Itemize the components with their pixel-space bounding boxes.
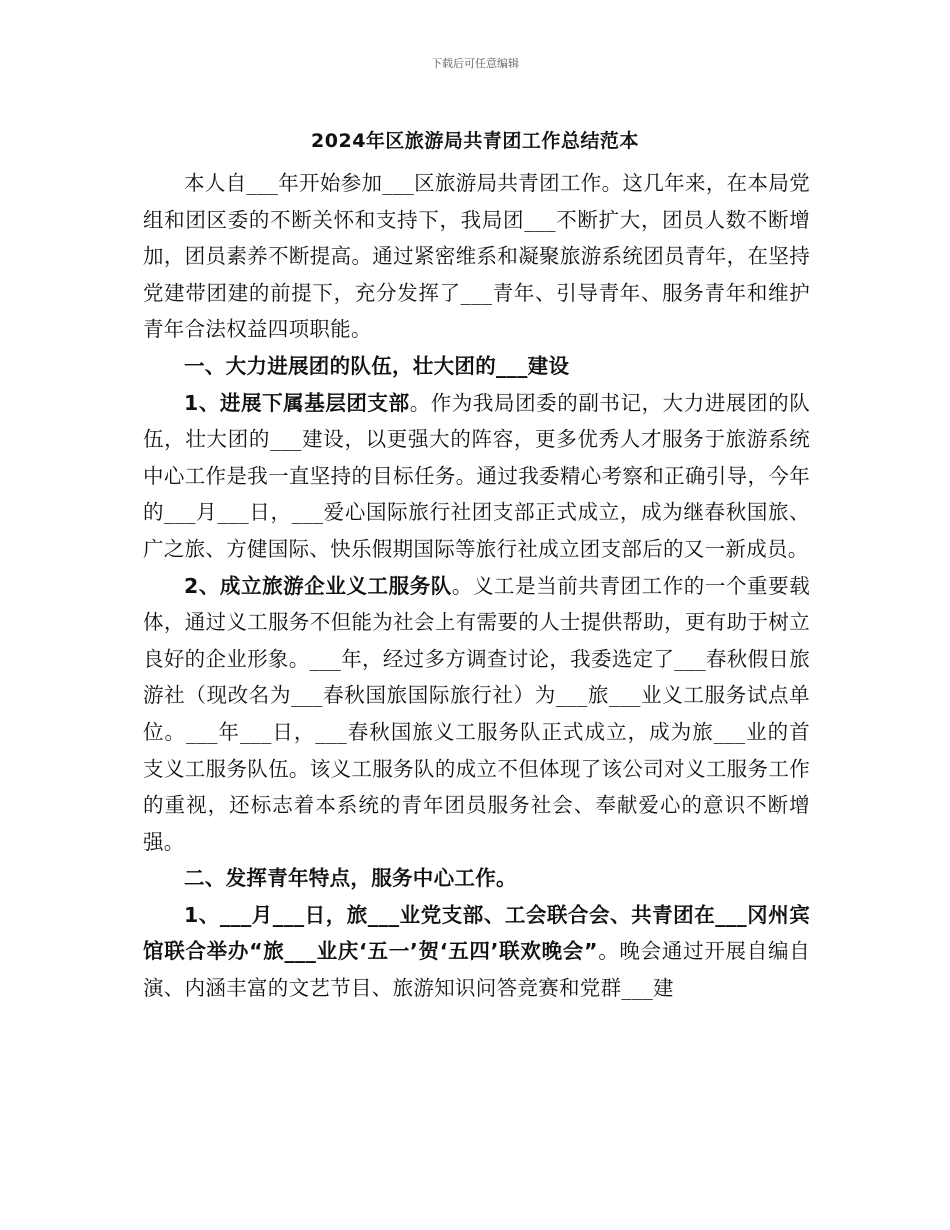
paragraph-intro: 本人自___年开始参加___区旅游局共青团工作。这几年来，在本局党组和团区委的不断关怀和支持下，我局团___不断扩大，团员人数不断增加，团员素养不断提高。通过紧密维系和凝聚旅游系统团员青年，在坚持党建带团建的前提下，充分发挥了___青年、引导青年、服务青年和维护青年合法权益四项职能。 <box>143 171 810 342</box>
section-heading-1: 一、大力进展团的队伍，壮大团的___建设 <box>184 353 570 378</box>
paragraph-lead: 1、进展下属基层团支部 <box>184 390 410 415</box>
paragraph-lead: 2、成立旅游企业义工服务队 <box>184 573 452 598</box>
paragraph-lead: 1、___月___日，旅___业党支部、工会联合会、共青团在___冈州宾馆联合举办“旅___业庆‘五一’贺‘五四’联欢晚会” <box>143 902 810 964</box>
header-note: 下载后可任意编辑 <box>431 57 519 70</box>
paragraph-2-1 <box>143 897 810 1007</box>
paragraph-text: 。作为我局团委的副书记，大力进展团的队伍，壮大团的___建设，以更强大的阵容，更多优秀人才服务于旅游系统中心工作是我一直坚持的目标任务。通过我委精心考察和正确引导，今年的___月___日，___爱心国际旅行社团支部正式成立，成为继春秋国旅、广之旅、方健国际、快乐假期国际等旅行社成立团支部后的又一新成员。 <box>143 390 810 561</box>
paragraph-1-1 <box>143 385 810 568</box>
paragraph-text: 。晚会通过开展自编自演、内涵丰富的文艺节目、旅游知识问答竞赛和党群___建 <box>143 939 810 1001</box>
document-title: 2024年区旅游局共青团工作总结范本 <box>311 130 639 152</box>
document-body <box>143 165 810 1007</box>
paragraph-text: 。义工是当前共青团工作的一个重要载体，通过义工服务不但能为社会上有需要的人士提供帮助，更有助于树立良好的企业形象。___年，经过多方调查讨论，我委选定了___春秋假日旅游社（现改名为___春秋国旅国际旅行社）为___旅___业义工服务试点单位。___年___日，___春秋国旅义工服务队正式成立，成为旅___业的首支义工服务队伍。该义工服务队的成立不但体现了该公司对义工服务工作的重视，还标志着本系统的青年团员服务社会、奉献爱心的意识不断增强。 <box>143 573 810 854</box>
section-heading-2: 二、发挥青年特点，服务中心工作。 <box>184 866 517 891</box>
paragraph-1-2 <box>143 568 810 861</box>
